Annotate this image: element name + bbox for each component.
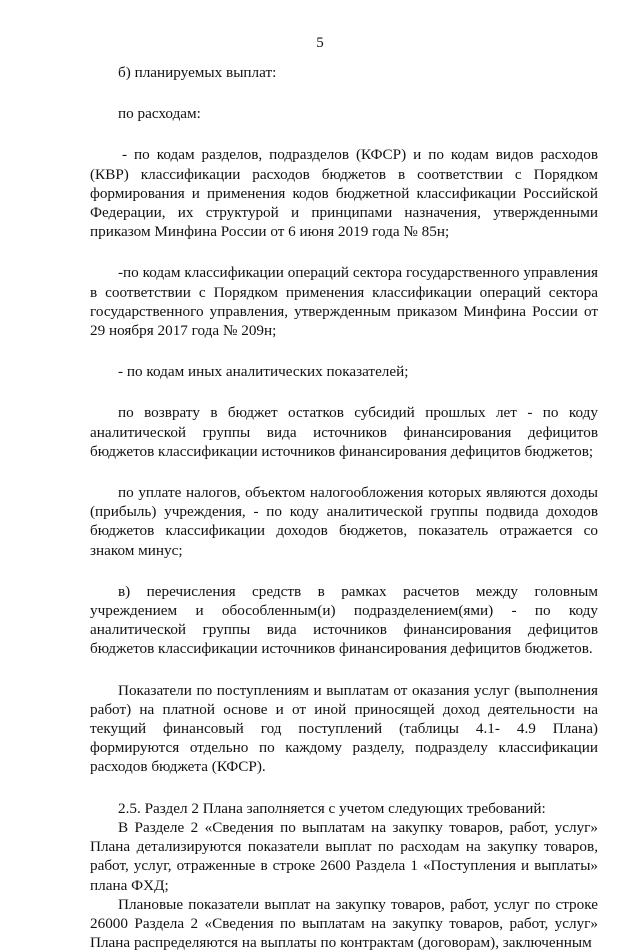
paragraph-kfsr-kvr: - по кодам разделов, подразделов (КФСР) и по кодам видов расходов (КВР) классификации расходов бюджетов в соответствии с Порядком формирования и применения кодов бюджетной классификации Российской Федерации, их структурой и принципами назначения, утвержденными приказом Минфина России от 6 июня 2019 года № 85н; [90,146,598,241]
page-number: 5 [316,35,324,51]
paragraph-section-2-5: 2.5. Раздел 2 Плана заполняется с учетом следующих требований: [118,799,546,817]
paragraph-kosgu: -по кодам классификации операций сектора государственного управления в соответствии с Порядком применения классификации операций сектора государственного управления, утвержденным приказом Минфина России от 29 ноября 2017 года № 209н; [90,264,598,340]
paragraph-by-expenses: по расходам: [118,105,201,123]
paragraph-other-indicators: - по кодам иных аналитических показателей; [118,363,409,381]
paragraph-transfers: в) перечисления средств в рамках расчетов между головным учреждением и обособленным(и) подразделением(ями) - по коду аналитической группы вида источников финансирования дефицитов бюджетов классификации источников финансирования дефицитов бюджетов. [90,582,598,658]
paragraph-section-2-purchases: В Разделе 2 «Сведения по выплатам на закупку товаров, работ, услуг» Плана детализируются показатели выплат по расходам на закупку товаров, работ, услуг, отраженные в строке 2600 Раздела 1 «Поступления и выплаты» плана ФХД; [90,818,598,894]
paragraph-subsidy-return: по возврату в бюджет остатков субсидий прошлых лет - по коду аналитической группы вида источников финансирования дефицитов бюджетов классификации источников финансирования дефицитов бюджетов; [90,404,598,460]
paragraph-planned-purchases: Плановые показатели выплат на закупку товаров, работ, услуг по строке 26000 Раздела 2 «Сведения по выплатам на закупку товаров, работ, услуг» Плана распределяются на выплаты по контрактам (договорам), заключенным [90,895,598,952]
paragraph-paid-services: Показатели по поступлениям и выплатам от оказания услуг (выполнения работ) на платной основе и от иной приносящей доход деятельности на текущий финансовый год поступлений (таблицы 4.1- 4.9 Плана) формируются отдельно по каждому разделу, подразделу классификации расходов бюджета (КФСР). [90,681,598,776]
document-body [90,63,598,952]
paragraph-taxes: по уплате налогов, объектом налогообложения которых являются доходы (прибыль) учреждения, - по коду аналитической группы подвида доходов бюджетов классификации доходов бюджетов, показатель отражается со знаком минус; [90,484,598,559]
paragraph-planned-payments: б) планируемых выплат: [118,64,277,81]
